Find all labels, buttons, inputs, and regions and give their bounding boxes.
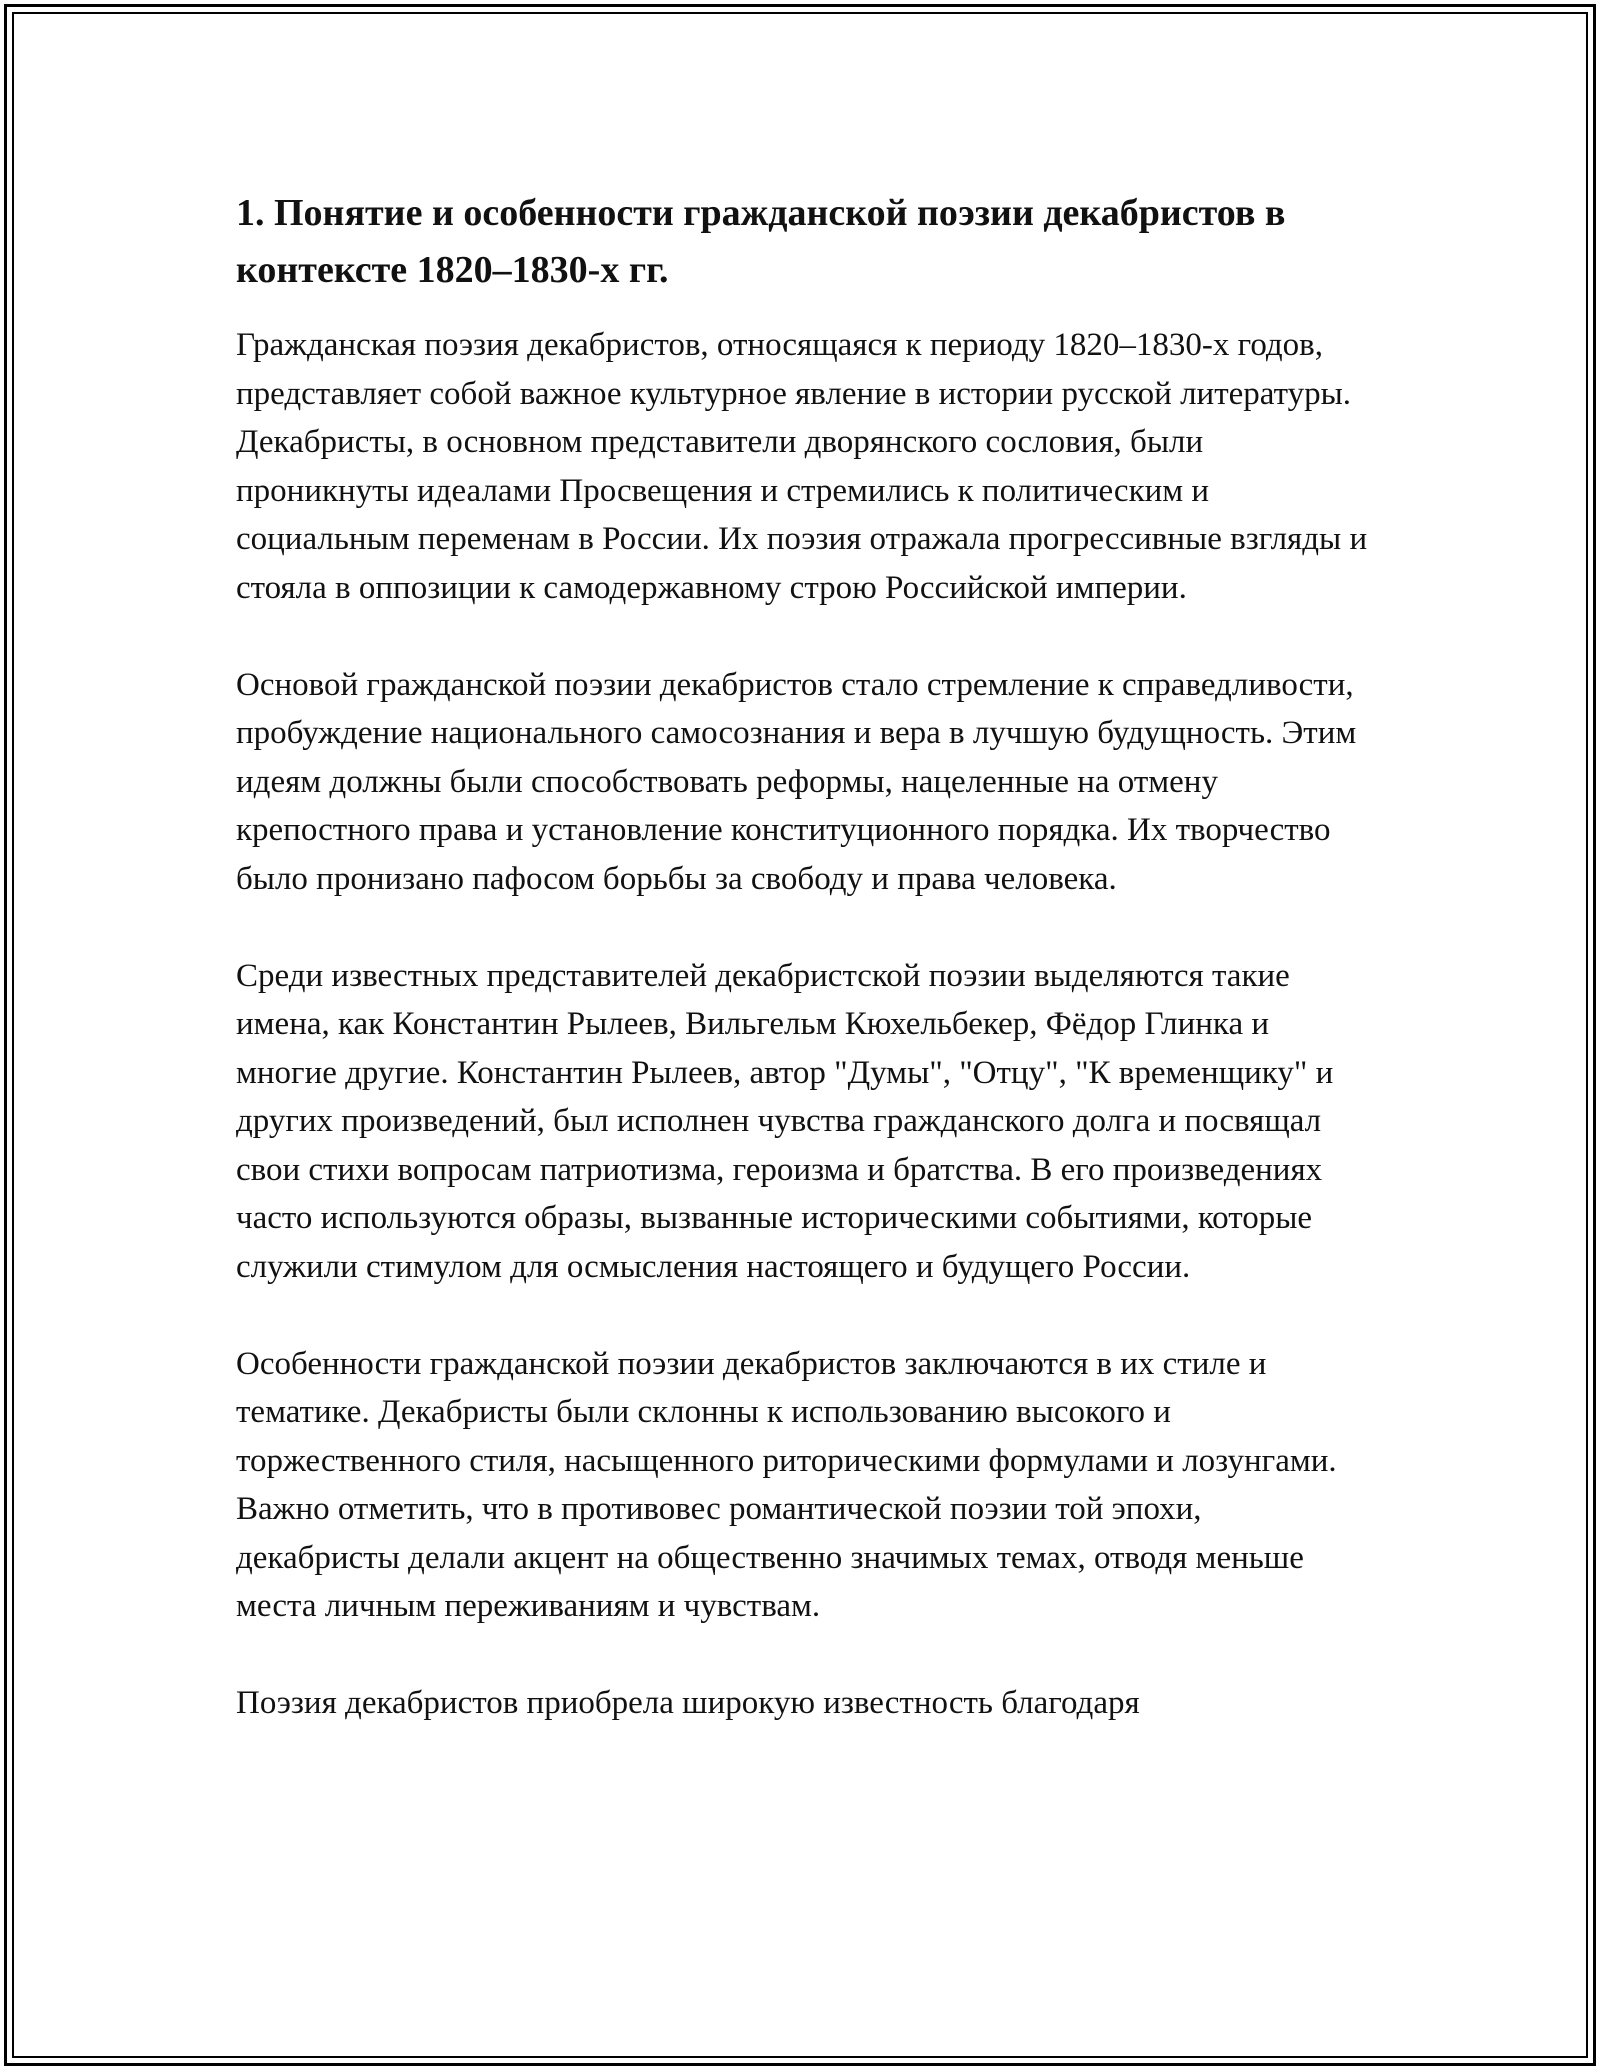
paragraph-2: Основой гражданской поэзии декабристов стало стремление к справедливости, пробуждение национального самосознания и вера в лучшую будущность. Этим идеям должны были способствовать реформы, нацеленные на отмену крепостного права и установление конституционного порядка. Их творчество было пронизано пафосом борьбы за свободу и права человека.	[236, 666, 1357, 897]
paragraph-1: Гражданская поэзия декабристов, относящаяся к периоду 1820–1830-х годов, представляет собой важное культурное явление в истории русской литературы. Декабристы, в основном представители дворянского сословия, были проникнуты идеалами Просвещения и стремились к политическим и социальным переменам в России. Их поэзия отражала прогрессивные взгляды и стояла в оппозиции к самодержавному строю Российской империи.	[236, 327, 1368, 606]
paragraph-4: Особенности гражданской поэзии декабристов заключаются в их стиле и тематике. Декабристы были склонны к использованию высокого и торжественного стиля, насыщенного риторическими формулами и лозунгами. Важно отметить, что в противовес романтической поэзии той эпохи, декабристы делали акцент на общественно значимых темах, отводя меньше места личным переживаниям и чувствам.	[236, 1345, 1337, 1624]
section-heading: 1. Понятие и особенности гражданской поэзии декабристов в контексте 1820–1830-х гг.	[236, 192, 1286, 291]
paragraph-3: Среди известных представителей декабристской поэзии выделяются такие имена, как Константин Рылеев, Вильгельм Кюхельбекер, Фёдор Глинка и многие другие. Константин Рылеев, автор "Думы", "Отцу", "К временщику" и других произведений, был исполнен чувства гражданского долга и посвящал свои стихи вопросам патриотизма, героизма и братства. В его произведениях часто используются образы, вызванные историческими событиями, которые служили стимулом для осмысления настоящего и будущего России.	[236, 957, 1334, 1285]
document-body	[236, 185, 1371, 1776]
paragraph-5: Поэзия декабристов приобрела широкую известность благодаря	[236, 1685, 1140, 1721]
